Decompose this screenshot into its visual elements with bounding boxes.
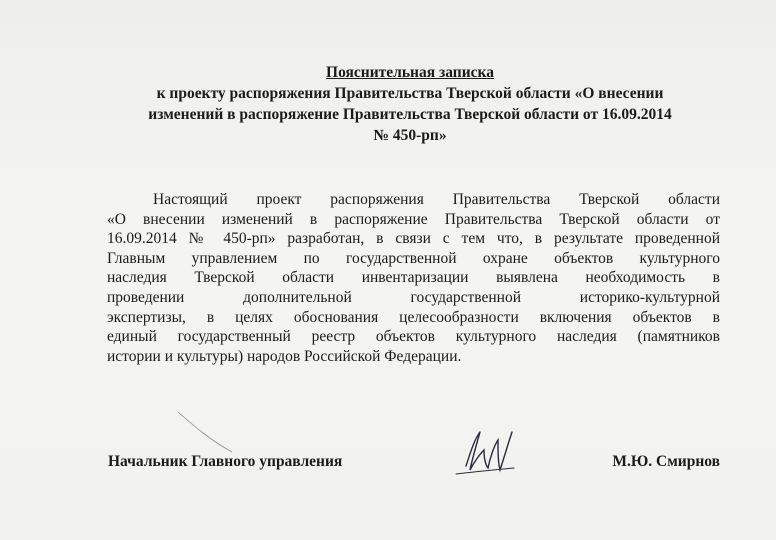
signature-row (108, 453, 720, 477)
signer-name: М.Ю. Смирнов (612, 453, 720, 470)
heading-line-4: № 450-рп» (373, 127, 447, 144)
body-line: «О внесении изменений в распоряжение Правительства Тверской области от (107, 210, 720, 228)
document-heading (60, 62, 760, 146)
body-line: наследия Тверской области инвентаризации выявлена необходимость в (107, 269, 720, 287)
heading-line-3: изменений в распоряжение Правительства Тверской области от 16.09.2014 (148, 106, 672, 123)
pen-scratch-mark (176, 410, 236, 455)
heading-title: Пояснительная записка (326, 64, 494, 81)
body-line: единый государственный реестр объектов культурного наследия (памятников (107, 328, 720, 346)
body-line: проведении дополнительной государственной историко-культурной (107, 288, 720, 306)
signer-position: Начальник Главного управления (108, 453, 343, 470)
body-line: Главным управлением по государственной охране объектов культурного (107, 249, 720, 267)
document-body (107, 190, 720, 366)
body-line: Настоящий проект распоряжения Правительства Тверской области (153, 191, 720, 208)
heading-line-2: к проекту распоряжения Правительства Тверской области «О внесении (156, 85, 664, 102)
body-line: истории и культуры) народов Российской Федерации. (107, 347, 462, 365)
body-line: экспертизы, в целях обоснования целесообразности включения объектов в (107, 308, 720, 326)
body-line: 16.09.2014 № 450-рп» разработан, в связи с тем что, в результате проведенной (107, 230, 720, 248)
handwritten-signature (452, 424, 522, 480)
